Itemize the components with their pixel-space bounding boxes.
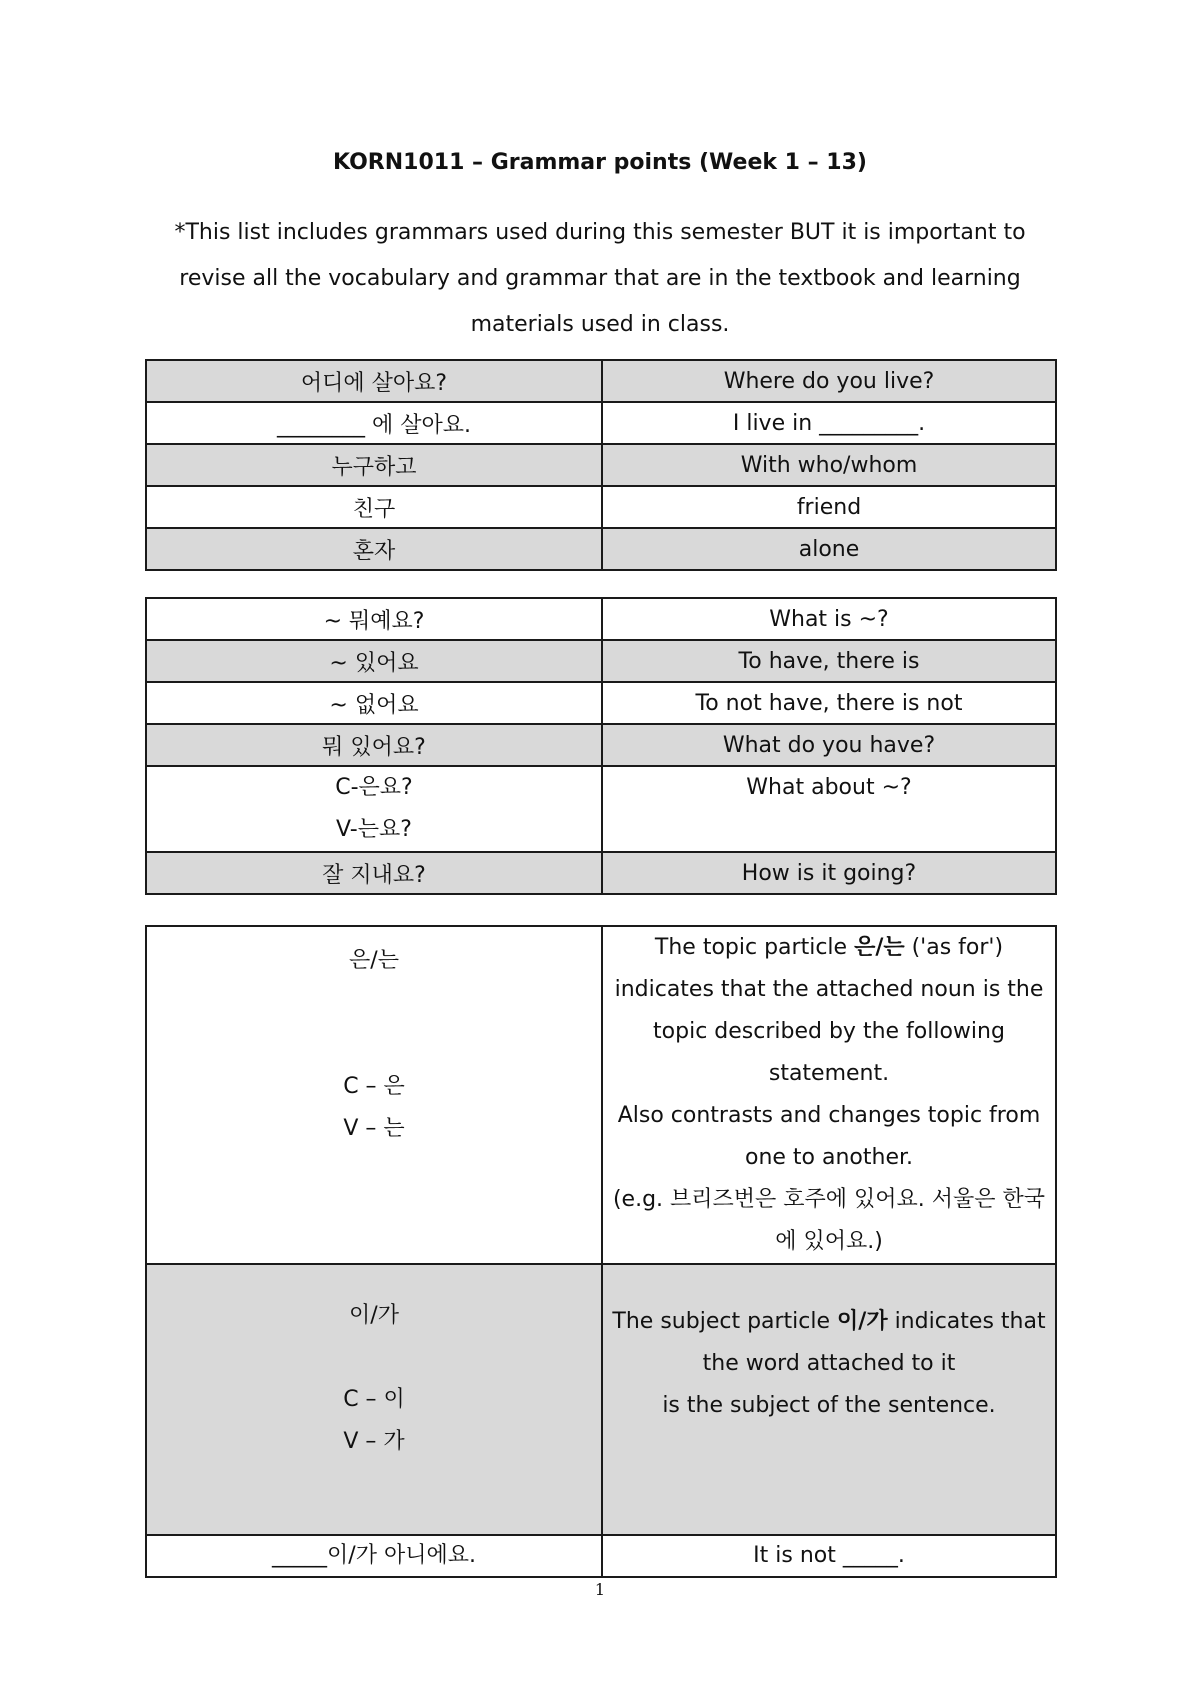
particle-cell	[146, 1264, 602, 1535]
table-row	[146, 360, 1056, 402]
table-row	[146, 1535, 1056, 1577]
korean-cell	[146, 766, 602, 852]
korean-cell: ~ 없어요	[146, 682, 602, 724]
korean-cell: ~ 뭐예요?	[146, 598, 602, 640]
page-title: KORN1011 – Grammar points (Week 1 – 13)	[333, 150, 867, 175]
explanation-text: Also contrasts and changes topic from one to another.	[617, 1103, 1041, 1170]
table-row	[146, 766, 1056, 852]
korean-cell: ________ 에 살아요.	[146, 402, 602, 444]
intro-note: *This list includes grammars used during this semester BUT it is important to revise all the vocabulary and grammar that are in the textbook and learning materials used in class.	[174, 220, 1026, 337]
korean-cell: 뭐 있어요?	[146, 724, 602, 766]
table-row	[146, 640, 1056, 682]
korean-cell: 누구하고	[146, 444, 602, 486]
table-row	[146, 598, 1056, 640]
example-text: (e.g. 브리즈번은 호주에 있어요. 서울은 한국에 있어요.)	[612, 1187, 1046, 1254]
english-cell: alone	[602, 528, 1056, 570]
english-cell: What do you have?	[602, 724, 1056, 766]
english-cell: To have, there is	[602, 640, 1056, 682]
english-cell: Where do you live?	[602, 360, 1056, 402]
particle-vowel-form: V – 가	[343, 1428, 405, 1454]
english-cell: friend	[602, 486, 1056, 528]
table-row	[146, 528, 1056, 570]
particle-bold: 이/가	[837, 1309, 888, 1334]
table-row	[146, 1264, 1056, 1535]
korean-cell: 잘 지내요?	[146, 852, 602, 894]
english-cell: How is it going?	[602, 852, 1056, 894]
korean-line: V-는요?	[336, 817, 412, 842]
explanation-cell	[602, 1264, 1056, 1535]
explanation-part: indicates that the word attached to it	[702, 1309, 1046, 1376]
explanation-cell	[602, 926, 1056, 1264]
particle-heading: 은/는	[349, 948, 399, 973]
particle-consonant-form: C – 은	[343, 1074, 405, 1099]
page-number: 1	[594, 1580, 606, 1599]
particle-table	[145, 925, 1057, 1578]
korean-cell: _____이/가 아니에요.	[146, 1535, 602, 1577]
explanation-text: is the subject of the sentence.	[662, 1393, 996, 1418]
table-row	[146, 926, 1056, 1264]
english-cell: With who/whom	[602, 444, 1056, 486]
particle-vowel-form: V – 는	[343, 1116, 405, 1141]
table-row	[146, 852, 1056, 894]
korean-cell: ~ 있어요	[146, 640, 602, 682]
explanation-text	[611, 1301, 1047, 1385]
korean-cell: 친구	[146, 486, 602, 528]
particle-consonant-form: C – 이	[343, 1386, 405, 1412]
particle-cell	[146, 926, 602, 1264]
korean-cell: 어디에 살아요?	[146, 360, 602, 402]
english-cell	[602, 766, 1056, 852]
explanation-part: The subject particle	[612, 1309, 838, 1334]
english-cell: To not have, there is not	[602, 682, 1056, 724]
vocab-table-1	[145, 359, 1057, 571]
explanation-part: The topic particle	[654, 935, 855, 960]
table-row	[146, 486, 1056, 528]
english-cell: What is ~?	[602, 598, 1056, 640]
explanation-text	[611, 927, 1047, 1095]
particle-bold: 은/는	[854, 935, 905, 960]
table-row	[146, 724, 1056, 766]
english-cell: I live in _________.	[602, 402, 1056, 444]
english-cell: It is not _____.	[602, 1535, 1056, 1577]
vocab-table-2	[145, 597, 1057, 895]
table-row	[146, 444, 1056, 486]
korean-line: C-은요?	[335, 775, 413, 800]
english-line: What about ~?	[746, 775, 912, 800]
table-row	[146, 402, 1056, 444]
table-row	[146, 682, 1056, 724]
korean-cell: 혼자	[146, 528, 602, 570]
particle-heading: 이/가	[349, 1302, 399, 1328]
explanation-part: ('as for') indicates that the attached noun is the topic described by the following statement.	[614, 935, 1044, 1086]
